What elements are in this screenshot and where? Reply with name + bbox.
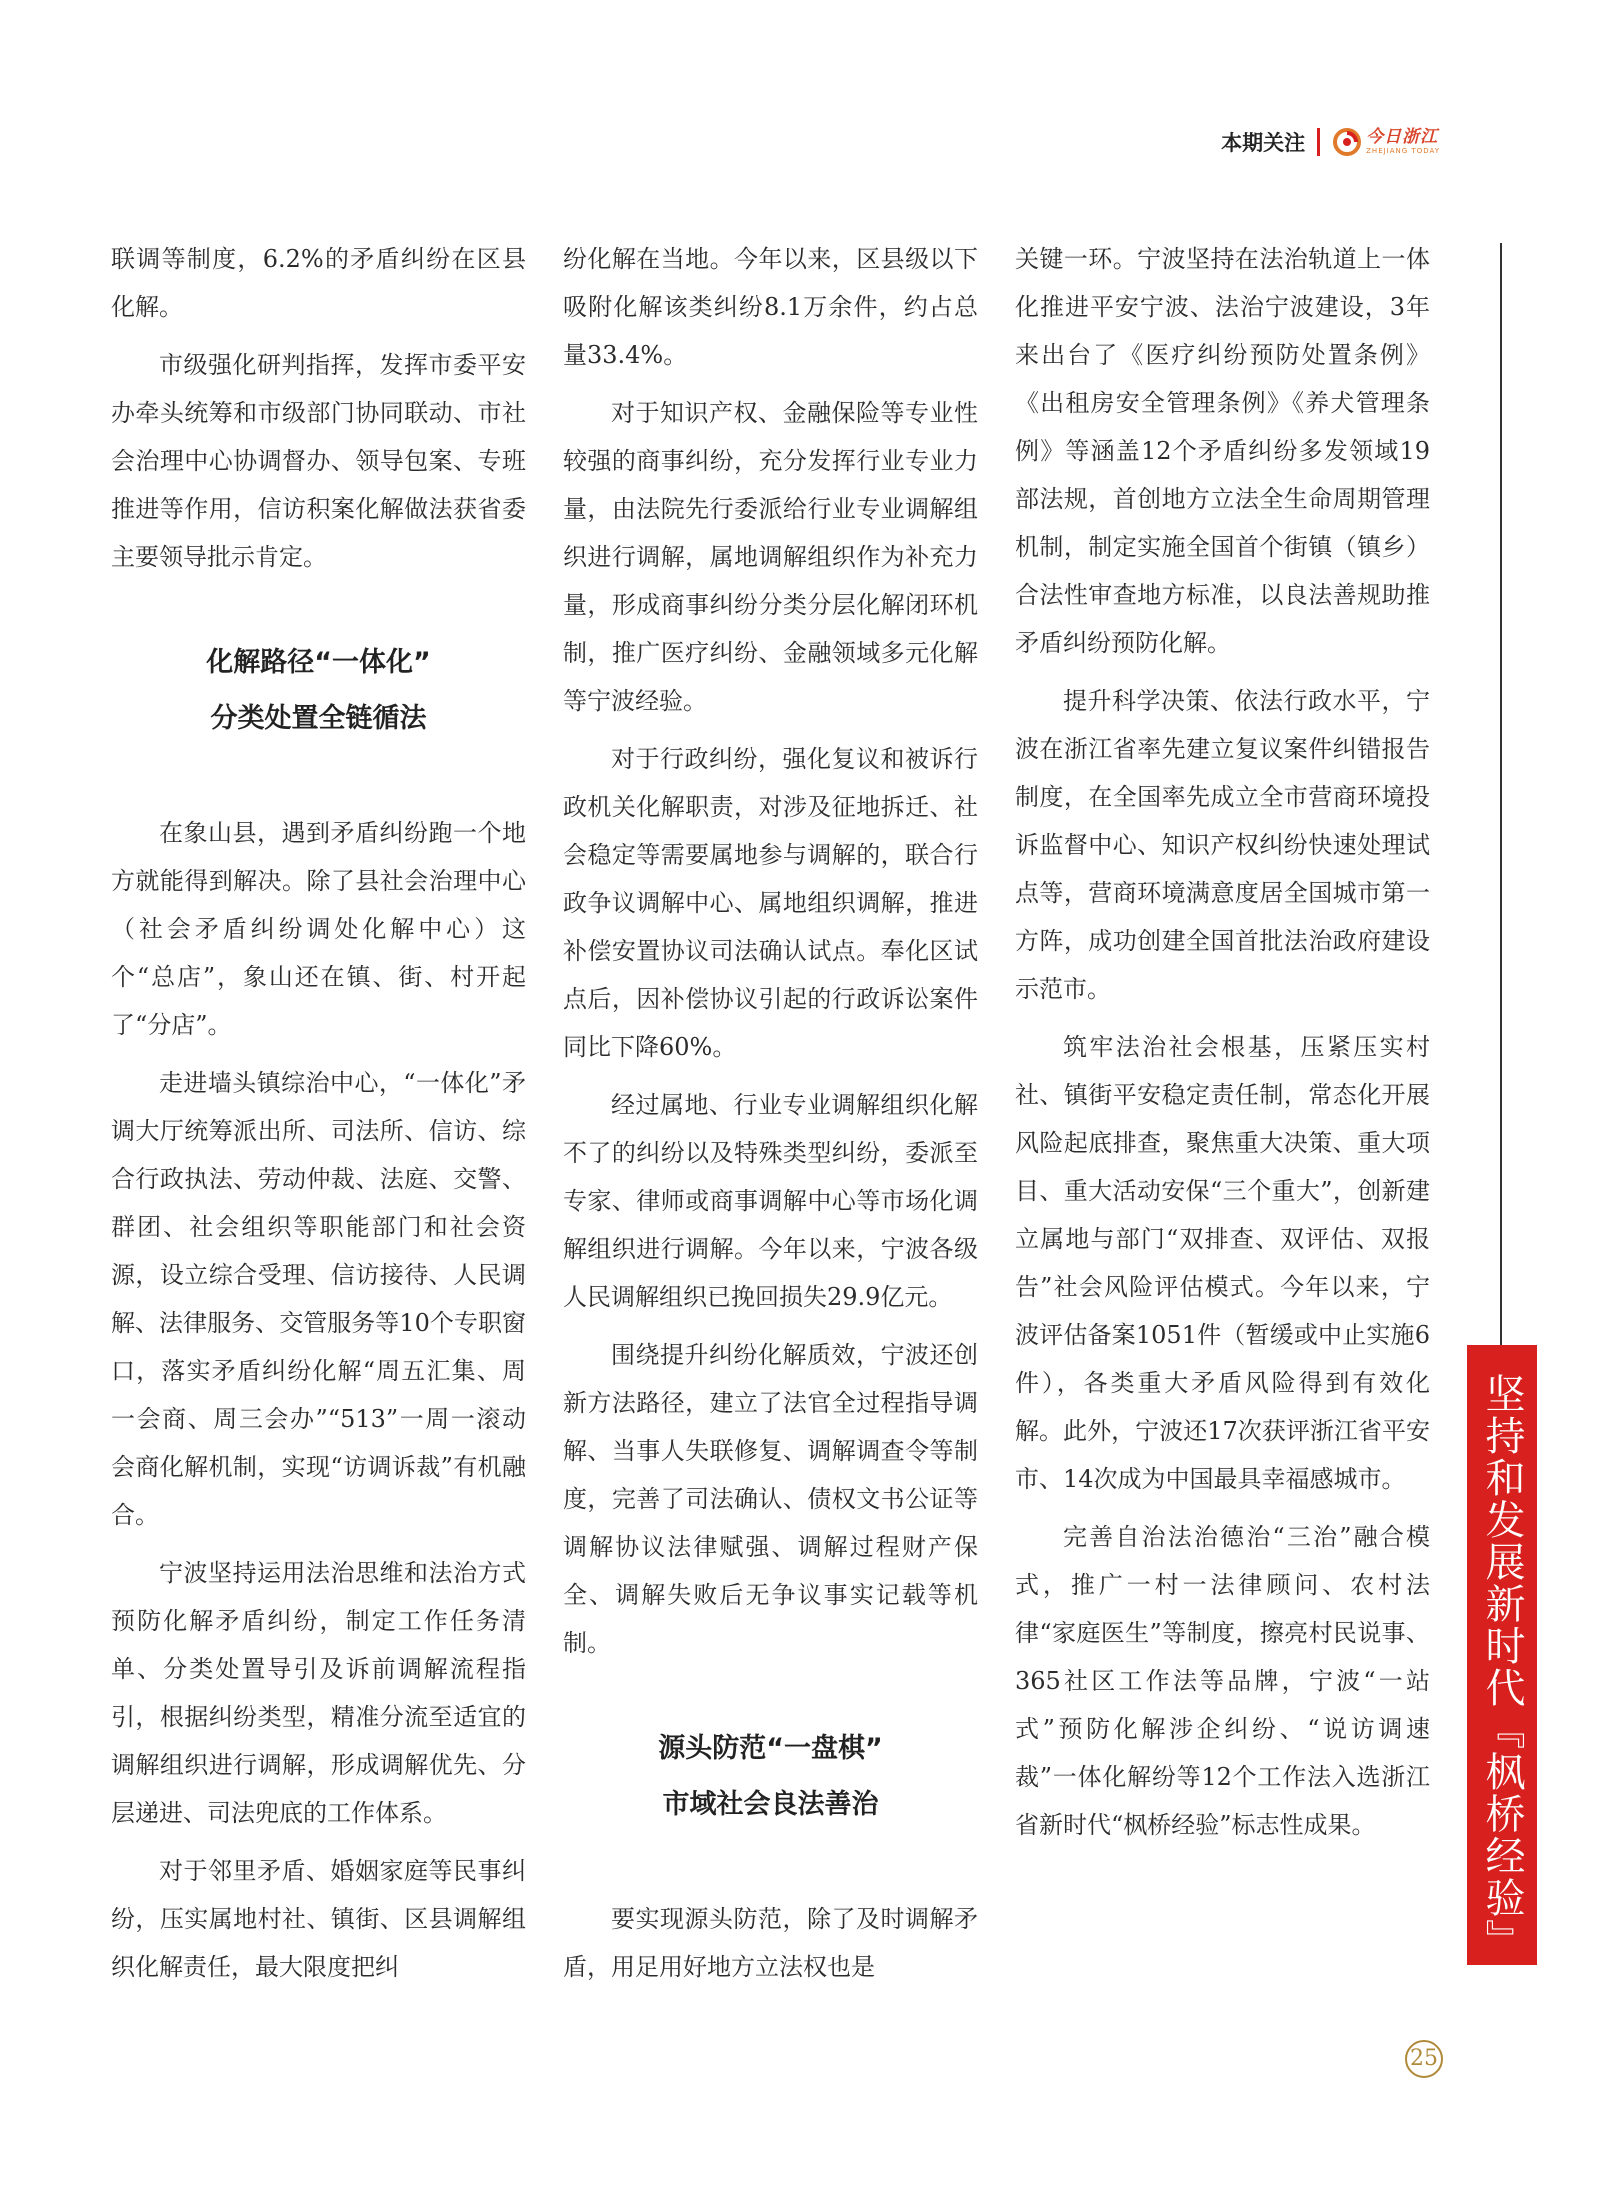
magazine-logo: [1332, 127, 1440, 157]
paragraph: 提升科学决策、依法行政水平，宁波在浙江省率先建立复议案件纠错报告制度，在全国率先成立全市营商环境投诉监督中心、知识产权纠纷快速处理试点等，营商环境满意度居全国城市第一方阵，成功创建全国首批法治政府建设示范市。: [1015, 687, 1430, 1003]
article-column-3: [1015, 235, 1430, 1859]
page-header: [1221, 122, 1440, 162]
paragraph: 对于行政纠纷，强化复议和被诉行政机关化解职责，对涉及征地拆迁、社会稳定等需要属地参与调解的，联合行政争议调解中心、属地组织调解，推进补偿安置协议司法确认试点。奉化区试点后，因补偿协议引起的行政诉讼案件同比下降60%。: [563, 745, 978, 1061]
header-divider: [1317, 128, 1320, 156]
page-number: 25: [1405, 2040, 1443, 2078]
paragraph: 围绕提升纠纷化解质效，宁波还创新方法路径，建立了法官全过程指导调解、当事人失联修复、调解调查令等制度，完善了司法确认、债权文书公证等调解协议法律赋强、调解过程财产保全、调解失败后无争议事实记载等机制。: [563, 1341, 978, 1657]
section-subheading: [111, 635, 526, 747]
paragraph: 宁波坚持运用法治思维和法治方式预防化解矛盾纠纷，制定工作任务清单、分类处置导引及诉前调解流程指引，根据纠纷类型，精准分流至适宜的调解组织进行调解，形成调解优先、分层递进、司法兜底的工作体系。: [111, 1559, 526, 1827]
paragraph: 完善自治法治德治“三治”融合模式，推广一村一法律顾问、农村法律“家庭医生”等制度，擦亮村民说事、365社区工作法等品牌，宁波“一站式”预防化解涉企纠纷、“说访调速裁”一体化解纷等12个工作法入选浙江省新时代“枫桥经验”标志性成果。: [1015, 1523, 1430, 1839]
paragraph: 对于知识产权、金融保险等专业性较强的商事纠纷，充分发挥行业专业力量，由法院先行委派给行业专业调解组织进行调解，属地调解组织作为补充力量，形成商事纠纷分类分层化解闭环机制，推广医疗纠纷、金融领域多元化解等宁波经验。: [563, 399, 978, 715]
section-label: 本期关注: [1221, 131, 1306, 155]
paragraph: 在象山县，遇到矛盾纠纷跑一个地方就能得到解决。除了县社会治理中心（社会矛盾纠纷调处化解中心）这个“总店”，象山还在镇、街、村开起了“分店”。: [111, 819, 526, 1039]
subheading-line: 源头防范“一盘棋”: [658, 1733, 883, 1764]
subheading-line: 分类处置全链循法: [210, 703, 427, 734]
paragraph: 联调等制度，6.2%的矛盾纠纷在区县化解。: [111, 245, 526, 321]
logo-chinese: 今日浙江: [1366, 127, 1439, 147]
logo-swirl-icon: [1332, 127, 1362, 157]
paragraph: 走进墙头镇综治中心，“一体化”矛调大厅统筹派出所、司法所、信访、综合行政执法、劳动仲裁、法庭、交警、群团、社会组织等职能部门和社会资源，设立综合受理、信访接待、人民调解、法律服务、交管服务等10个专职窗口，落实矛盾纠纷化解“周五汇集、周一会商、周三会办”“513”一周一滚动会商化解机制，实现“访调诉裁”有机融合。: [111, 1069, 526, 1529]
subheading-line: 市域社会良法善治: [662, 1789, 879, 1820]
paragraph: 经过属地、行业专业调解组织化解不了的纠纷以及特殊类型纠纷，委派至专家、律师或商事调解中心等市场化调解组织进行调解。今年以来，宁波各级人民调解组织已挽回损失29.9亿元。: [563, 1091, 978, 1311]
article-column-2: [563, 235, 978, 2001]
paragraph: 关键一环。宁波坚持在法治轨道上一体化推进平安宁波、法治宁波建设，3年来出台了《医疗纠纷预防处置条例》《出租房安全管理条例》《养犬管理条例》等涵盖12个矛盾纠纷多发领域19部法规，首创地方立法全生命周期管理机制，制定实施全国首个街镇（镇乡）合法性审查地方标准，以良法善规助推矛盾纠纷预防化解。: [1015, 245, 1430, 657]
paragraph: 市级强化研判指挥，发挥市委平安办牵头统筹和市级部门协同联动、市社会治理中心协调督办、领导包案、专班推进等作用，信访积案化解做法获省委主要领导批示肯定。: [111, 351, 526, 571]
article-column-1: [111, 235, 526, 2001]
logo-english: ZHEJIANG TODAY: [1366, 147, 1440, 155]
margin-rule: [1500, 243, 1502, 1345]
theme-banner: [1467, 1345, 1537, 1965]
banner-text: 坚持和发展新时代『枫桥经验』: [1479, 1373, 1525, 1961]
paragraph: 筑牢法治社会根基，压紧压实村社、镇街平安稳定责任制，常态化开展风险起底排查，聚焦重大决策、重大项目、重大活动安保“三个重大”，创新建立属地与部门“双排查、双评估、双报告”社会风险评估模式。今年以来，宁波评估备案1051件（暂缓或中止实施6件），各类重大矛盾风险得到有效化解。此外，宁波还17次获评浙江省平安市、14次成为中国最具幸福感城市。: [1015, 1033, 1430, 1493]
paragraph: 要实现源头防范，除了及时调解矛盾，用足用好地方立法权也是: [563, 1905, 978, 1981]
section-subheading: [563, 1721, 978, 1833]
subheading-line: 化解路径“一体化”: [206, 647, 431, 678]
paragraph: 对于邻里矛盾、婚姻家庭等民事纠纷，压实属地村社、镇街、区县调解组织化解责任，最大限度把纠: [111, 1857, 526, 1981]
paragraph: 纷化解在当地。今年以来，区县级以下吸附化解该类纠纷8.1万余件，约占总量33.4%。: [563, 245, 978, 369]
